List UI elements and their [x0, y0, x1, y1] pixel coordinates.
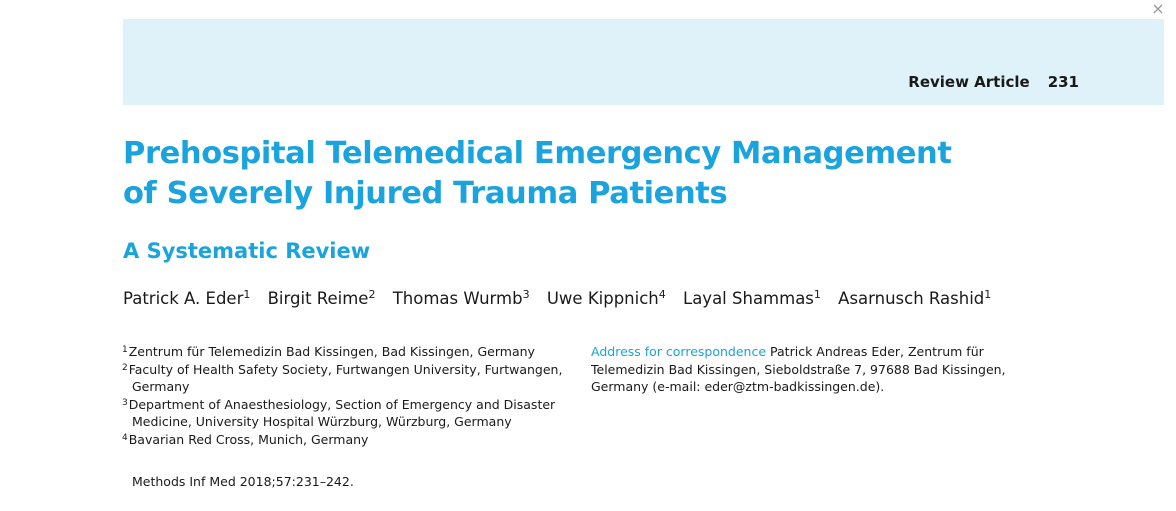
author: Uwe Kippnich$^4$: [546, 288, 666, 308]
affiliation: $^4$Bavarian Red Cross, Munich, Germany: [122, 431, 369, 447]
affiliation: $^2$Faculty of Health Safety Society, Furtwangen University, Furtwangen, Germany: [122, 361, 563, 394]
affiliation: $^1$Zentrum für Telemedizin Bad Kissingen, Bad Kissingen, Germany: [122, 344, 535, 359]
author: Thomas Wurmb$^3$: [392, 288, 530, 308]
author: Layal Shammas$^1$: [683, 288, 821, 308]
affiliations: [122, 343, 582, 448]
close-icon[interactable]: ×: [1151, 0, 1165, 18]
author-list: [123, 287, 1003, 311]
article-type: Review Article: [908, 73, 1030, 91]
page-number: 231: [1047, 73, 1079, 91]
citation: Methods Inf Med 2018;57:231–242.: [132, 474, 354, 489]
article-title: [123, 134, 1023, 214]
correspondence-address: [591, 343, 1031, 396]
header-band: [123, 19, 1164, 105]
article-subtitle: A Systematic Review: [123, 239, 371, 263]
running-head: [908, 73, 1079, 91]
affiliation: $^3$Department of Anaesthesiology, Section of Emergency and Disaster Medicine, University Hospital Würzburg, Würzburg, Germany: [122, 396, 556, 429]
author: Patrick A. Eder$^1$: [123, 288, 251, 308]
title-line-2: of Severely Injured Trauma Patients: [123, 176, 728, 211]
title-line-1: Prehospital Telemedical Emergency Management: [123, 136, 952, 171]
author: Birgit Reime$^2$: [267, 288, 376, 308]
correspondence-text: Patrick Andreas Eder, Zentrum für Telemedizin Bad Kissingen, Sieboldstraße 7, 97688 Bad Kissingen, Germany (e-mail: eder@ztm-badkissingen.de).: [591, 344, 1006, 394]
author: Asarnusch Rashid$^1$: [838, 288, 992, 308]
correspondence-label: Address for correspondence: [591, 344, 767, 359]
